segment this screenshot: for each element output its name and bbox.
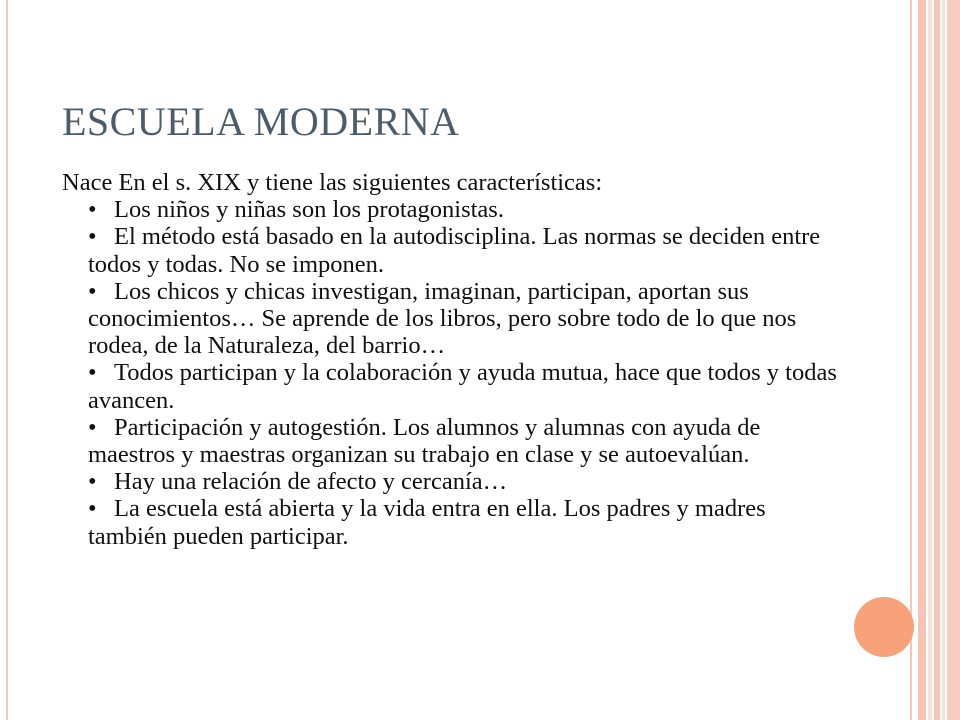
bullet-icon: • [88, 413, 97, 441]
bullet-icon: • [88, 223, 97, 251]
bullet-item [88, 414, 842, 468]
decorative-stripe [928, 0, 932, 720]
bullet-item [88, 278, 842, 360]
bullet-icon: • [88, 495, 97, 523]
bullet-icon: • [88, 468, 97, 496]
bullet-text: Los chicos y chicas investigan, imaginan, participan, aportan sus conocimientos… Se aprende de los libros, pero sobre todo de lo que nos rodea, de la Naturaleza, del barrio… [88, 277, 797, 360]
bullet-item [88, 196, 842, 223]
bullet-list [62, 196, 842, 550]
bullet-item [88, 495, 842, 549]
intro-text: Nace En el s. XIX y tiene las siguientes características: [62, 169, 603, 196]
bullet-item [88, 468, 842, 495]
bullet-icon: • [88, 196, 97, 224]
slide-title: ESCUELA MODERNA [62, 99, 460, 144]
decorative-stripe [947, 0, 960, 720]
decorative-stripe [934, 0, 940, 720]
bullet-text: Los niños y niñas son los protagonistas. [114, 196, 504, 224]
slide-body [62, 169, 842, 550]
bullet-text: La escuela está abierta y la vida entra en ella. Los padres y madres también pueden participar. [88, 495, 766, 550]
bullet-icon: • [88, 277, 97, 305]
bullet-text: El método está basado en la autodisciplina. Las normas se deciden entre todos y todas. No se imponen. [88, 223, 821, 278]
bullet-text: Todos participan y la colaboración y ayuda mutua, hace que todos y todas avancen. [88, 359, 837, 414]
decorative-stripe [918, 0, 926, 720]
decorative-stripe [942, 0, 945, 720]
bullet-text: Participación y autogestión. Los alumnos y alumnas con ayuda de maestros y maestras organizan su trabajo en clase y se autoevalúan. [88, 413, 761, 469]
bullet-text: Hay una relación de afecto y cercanía… [114, 468, 508, 496]
bullet-item [88, 359, 842, 413]
bullet-icon: • [88, 359, 97, 387]
accent-circle [854, 597, 914, 657]
bullet-item [88, 223, 842, 277]
